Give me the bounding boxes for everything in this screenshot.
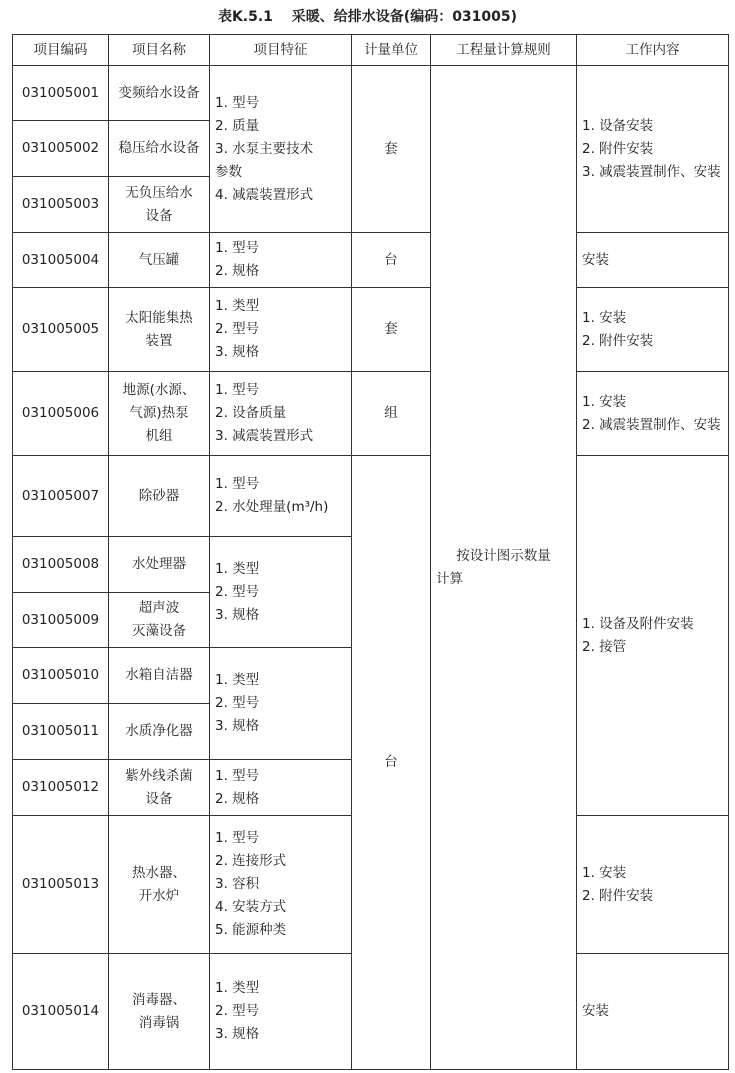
item-work: 1. 设备及附件安装 2. 接管 xyxy=(577,456,729,816)
equipment-table xyxy=(12,34,729,1070)
item-name: 消毒器、 消毒锅 xyxy=(109,954,210,1070)
item-code: 031005002 xyxy=(13,121,109,177)
item-name: 无负压给水 设备 xyxy=(109,177,210,233)
item-name: 变频给水设备 xyxy=(109,66,210,121)
item-name: 超声波 灭藻设备 xyxy=(109,593,210,648)
item-features: 1. 型号 2. 质量 3. 水泵主要技术 参数 4. 减震装置形式 xyxy=(210,66,352,233)
item-name: 紫外线杀菌 设备 xyxy=(109,760,210,816)
item-name: 热水器、 开水炉 xyxy=(109,816,210,954)
item-code: 031005007 xyxy=(13,456,109,537)
header-work: 工作内容 xyxy=(577,35,729,66)
header-code: 项目编码 xyxy=(13,35,109,66)
item-code: 031005009 xyxy=(13,593,109,648)
item-code: 031005011 xyxy=(13,704,109,760)
header-rule: 工程量计算规则 xyxy=(431,35,577,66)
item-features: 1. 型号 2. 设备质量 3. 减震装置形式 xyxy=(210,372,352,456)
item-unit: 台 xyxy=(352,456,431,1070)
header-unit: 计量单位 xyxy=(352,35,431,66)
item-name: 水处理器 xyxy=(109,537,210,593)
item-code: 031005006 xyxy=(13,372,109,456)
item-code: 031005005 xyxy=(13,288,109,372)
header-row xyxy=(13,35,729,66)
header-features: 项目特征 xyxy=(210,35,352,66)
item-work: 1. 设备安装 2. 附件安装 3. 减震装置制作、安装 xyxy=(577,66,729,233)
item-name: 水箱自洁器 xyxy=(109,648,210,704)
item-code: 031005010 xyxy=(13,648,109,704)
item-code: 031005003 xyxy=(13,177,109,233)
item-work: 1. 安装 2. 附件安装 xyxy=(577,816,729,954)
item-name: 水质净化器 xyxy=(109,704,210,760)
item-features: 1. 型号 2. 规格 xyxy=(210,760,352,816)
item-work: 安装 xyxy=(577,233,729,288)
table-row xyxy=(13,233,729,288)
item-code: 031005014 xyxy=(13,954,109,1070)
calculation-rule: 按设计图示数量 计算 xyxy=(431,66,577,1070)
item-name: 除砂器 xyxy=(109,456,210,537)
item-unit: 台 xyxy=(352,233,431,288)
item-unit: 套 xyxy=(352,288,431,372)
item-code: 031005013 xyxy=(13,816,109,954)
item-features: 1. 型号 2. 规格 xyxy=(210,233,352,288)
item-code: 031005004 xyxy=(13,233,109,288)
item-name: 气压罐 xyxy=(109,233,210,288)
table-title: 表K.5.1 采暖、给排水设备(编码：031005) xyxy=(217,9,518,25)
item-code: 031005001 xyxy=(13,66,109,121)
item-features: 1. 类型 2. 型号 3. 规格 xyxy=(210,537,352,648)
table-row xyxy=(13,372,729,456)
item-unit: 套 xyxy=(352,66,431,233)
item-name: 地源(水源、 气源)热泵 机组 xyxy=(109,372,210,456)
table-row xyxy=(13,66,729,121)
item-name: 稳压给水设备 xyxy=(109,121,210,177)
item-features: 1. 型号 2. 水处理量(m³/h) xyxy=(210,456,352,537)
item-features: 1. 型号 2. 连接形式 3. 容积 4. 安装方式 5. 能源种类 xyxy=(210,816,352,954)
item-code: 031005012 xyxy=(13,760,109,816)
item-code: 031005008 xyxy=(13,537,109,593)
item-unit: 组 xyxy=(352,372,431,456)
table-row xyxy=(13,288,729,372)
item-features: 1. 类型 2. 型号 3. 规格 xyxy=(210,648,352,760)
item-work: 1. 安装 2. 减震装置制作、安装 xyxy=(577,372,729,456)
item-name: 太阳能集热 装置 xyxy=(109,288,210,372)
header-name: 项目名称 xyxy=(109,35,210,66)
item-work: 1. 安装 2. 附件安装 xyxy=(577,288,729,372)
table-row xyxy=(13,456,729,537)
item-work: 安装 xyxy=(577,954,729,1070)
item-features: 1. 类型 2. 型号 3. 规格 xyxy=(210,288,352,372)
item-features: 1. 类型 2. 型号 3. 规格 xyxy=(210,954,352,1070)
